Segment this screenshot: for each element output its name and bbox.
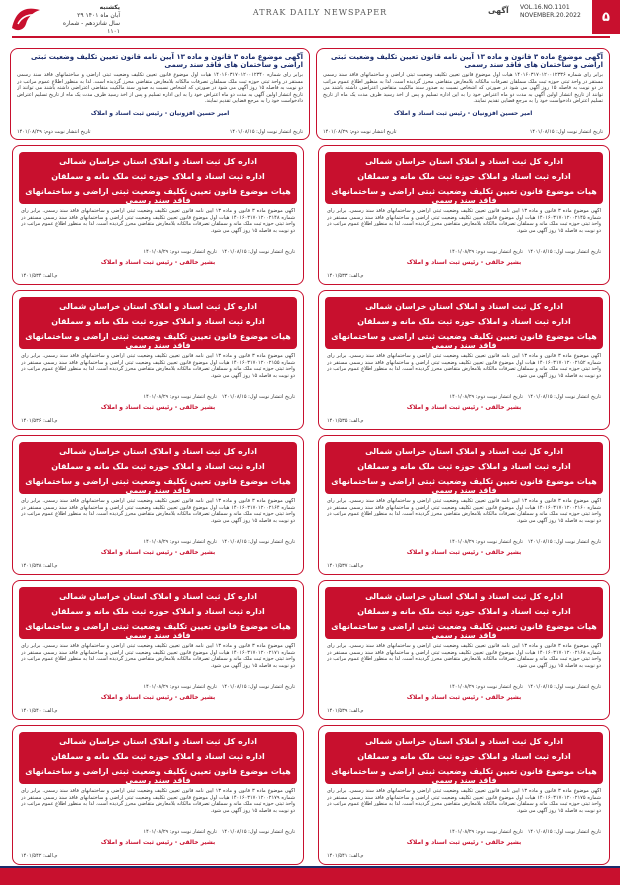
notice-header-line3: هیات موضوع قانون تعیین تکلیف وضعیت ثبتی اراضی و ساختمانهای فاقد سند رسمی [331,187,597,205]
english-date: NOVEMBER.20.2022 [520,12,581,19]
notice-header-band [325,297,603,349]
top-notice-body: برابر رأی شماره ۱۴۰۱۶۰۳۱۷۰۱۲۰۰۱۲۳۴۰ هیات اول موضوع قانون تعیین تکلیف وضعیت ثبتی اراضی و ساختمانهای فاقد سند رسمی مستقر در واحد ثبتی حوزه ثبت ملک سملقان تصرفات مالکانه بلامعارض متقاضی محرز گردیده است. لذا به منظور اطلاع عموم مراتب در دو نوبت به فاصله ۱۵ روز آگهی می شود در صورتی که اشخاص نسبت به صدور سند مالکیت متقاضی اعتراضی داشته باشند می توانند از تاریخ انتشار اولین آگهی به مدت دو ماه اعتراض خود را به این اداره تسلیم و پس از اخذ رسید ظرف مدت یک ماه از تاریخ تسلیم اعتراض دادخواست خود را به مرجع قضایی تقدیم نمایند. [17,72,303,104]
publish-date-second: تاریخ انتشار نوبت دوم: ۱۴۰۱/۰۸/۲۹ [323,129,397,135]
notice-header-line2: اداره ثبت اسناد و املاک حوزه ثبت ملک مانه و سملقان [51,317,265,326]
notice-header-line1: اداره کل ثبت اسناد و املاک استان خراسان شمالی [59,447,257,456]
publish-date-second: تاریخ انتشار نوبت دوم: ۱۴۰۱/۰۸/۲۹ [449,394,523,400]
publish-date-second: تاریخ انتشار نوبت دوم: ۱۴۰۱/۰۸/۲۹ [449,539,523,545]
publish-date-first: تاریخ انتشار نوبت اول: ۱۴۰۱/۰۸/۱۵ [221,829,295,835]
registration-notice [318,435,610,575]
notice-reference-number: م.الف: ۱۴۰۱/۵۴۰ [21,708,58,714]
publish-date-first: تاریخ انتشار نوبت اول: ۱۴۰۱/۰۸/۱۵ [527,539,601,545]
top-notice-dates [323,129,603,135]
notice-header-line3: هیات موضوع قانون تعیین تکلیف وضعیت ثبتی اراضی و ساختمانهای فاقد سند رسمی [25,187,291,205]
notice-header-line1: اداره کل ثبت اسناد و املاک استان خراسان شمالی [365,157,563,166]
persian-date: ۲۹ آبان ماه ۱۴۰۱ [77,12,120,19]
notice-header-line3: هیات موضوع قانون تعیین تکلیف وضعیت ثبتی اراضی و ساختمانهای فاقد سند رسمی [331,767,597,785]
newspaper-logo [6,2,46,36]
publish-date-second: تاریخ انتشار نوبت دوم: ۱۴۰۱/۰۸/۲۹ [143,249,217,255]
notice-header-band [325,587,603,639]
notice-signature: بشیر خالقی - رئیس ثبت اسناد و املاک [100,549,216,556]
notice-dates [327,684,601,690]
notice-reference-number: م.الف: ۱۴۰۱/۵۳۹ [327,708,364,714]
notice-header-line2: اداره ثبت اسناد و املاک حوزه ثبت ملک مانه و سملقان [357,462,571,471]
notice-header-line3: هیات موضوع قانون تعیین تکلیف وضعیت ثبتی اراضی و ساختمانهای فاقد سند رسمی [25,332,291,350]
top-notice-signature: امیر حسین افزونیان - رئیس ثبت اسناد و املاک [393,110,533,117]
publish-date-second: تاریخ انتشار نوبت دوم: ۱۴۰۱/۰۸/۲۹ [143,539,217,545]
notice-signature: بشیر خالقی - رئیس ثبت اسناد و املاک [406,839,522,846]
publish-date-second: تاریخ انتشار نوبت دوم: ۱۴۰۱/۰۸/۲۹ [449,249,523,255]
registration-notice [318,725,610,865]
notice-header-line2: اداره ثبت اسناد و املاک حوزه ثبت ملک مانه و سملقان [51,172,265,181]
notice-reference-number: م.الف: ۱۴۰۱/۵۳۷ [327,563,364,569]
notice-header-line1: اداره کل ثبت اسناد و املاک استان خراسان شمالی [59,737,257,746]
notice-dates [21,829,295,835]
notice-header-line3: هیات موضوع قانون تعیین تکلیف وضعیت ثبتی اراضی و ساختمانهای فاقد سند رسمی [331,332,597,350]
publish-date-first: تاریخ انتشار نوبت اول: ۱۴۰۱/۰۸/۱۵ [221,249,295,255]
publish-date-second: تاریخ انتشار نوبت دوم: ۱۴۰۱/۰۸/۲۹ [143,394,217,400]
notice-reference-number: م.الف: ۱۴۰۱/۵۳۴ [21,273,58,279]
notice-header-line1: اداره کل ثبت اسناد و املاک استان خراسان شمالی [365,302,563,311]
top-notice-title: آگهی موضوع ماده ۳ قانون و ماده ۱۳ آیین نامه قانون تعیین تکلیف وضعیت ثبتی اراضی و ساختمان های فاقد سند رسمی [330,53,603,69]
notice-header-line1: اداره کل ثبت اسناد و املاک استان خراسان شمالی [365,592,563,601]
publish-date-first: تاریخ انتشار نوبت اول: ۱۴۰۱/۰۸/۱۵ [221,539,295,545]
notice-dates [327,394,601,400]
publish-date-first: تاریخ انتشار نوبت اول: ۱۴۰۱/۰۸/۱۵ [229,129,303,135]
registration-notice [318,145,610,285]
publish-date-first: تاریخ انتشار نوبت اول: ۱۴۰۱/۰۸/۱۵ [529,129,603,135]
notice-header-line1: اداره کل ثبت اسناد و املاک استان خراسان شمالی [59,592,257,601]
notice-reference-number: م.الف: ۱۴۰۱/۵۳۵ [327,418,364,424]
top-notice-right [316,48,610,140]
top-notice-dates [17,129,303,135]
notice-dates [327,829,601,835]
notice-header-line2: اداره ثبت اسناد و املاک حوزه ثبت ملک مانه و سملقان [357,752,571,761]
notice-signature: بشیر خالقی - رئیس ثبت اسناد و املاک [100,259,216,266]
notice-header-band [325,732,603,784]
notice-header-line2: اداره ثبت اسناد و املاک حوزه ثبت ملک مانه و سملقان [357,607,571,616]
notice-header-band [19,587,297,639]
notice-reference-number: م.الف: ۱۴۰۱/۵۳۶ [21,418,58,424]
publish-date-second: تاریخ انتشار نوبت دوم: ۱۴۰۱/۰۸/۲۹ [449,684,523,690]
notice-header-line1: اداره کل ثبت اسناد و املاک استان خراسان شمالی [59,302,257,311]
notice-header-band [19,297,297,349]
notice-header-band [325,442,603,494]
notice-header-line1: اداره کل ثبت اسناد و املاک استان خراسان شمالی [59,157,257,166]
registration-notice [12,580,304,720]
header-rule [12,36,610,38]
notice-body: آگهی موضوع ماده ۳ قانون و ماده ۱۳ آیین نامه قانون تعیین تکلیف وضعیت ثبتی اراضی و ساختمانهای فاقد سند رسمی. برابر رأی شماره ۱۴۰۱۶۰۳۱۷۰۱۲۰۰۲۱۷۱ هیات اول موضوع قانون تعیین تکلیف وضعیت ثبتی اراضی و ساختمانهای فاقد سند رسمی مستقر در واحد ثبتی حوزه ثبت ملک مانه و سملقان تصرفات مالکانه بلامعارض متقاضی محرز گردیده است. لذا به منظور اطلاع عموم مراتب در دو نوبت به فاصله ۱۵ روز آگهی می شود. [21,643,295,669]
top-notice-signature: امیر حسین افزونیان - رئیس ثبت اسناد و املاک [90,110,230,117]
notice-signature: بشیر خالقی - رئیس ثبت اسناد و املاک [406,694,522,701]
notice-header-line2: اداره ثبت اسناد و املاک حوزه ثبت ملک مانه و سملقان [357,317,571,326]
top-notice-body: برابر رأی شماره ۱۴۰۱۶۰۳۱۷۰۱۲۰۰۱۲۳۳۶ هیات اول موضوع قانون تعیین تکلیف وضعیت ثبتی اراضی و ساختمانهای فاقد سند رسمی مستقر در واحد ثبتی حوزه ثبت ملک سملقان تصرفات مالکانه بلامعارض متقاضی محرز گردیده است. لذا به منظور اطلاع عموم مراتب در دو نوبت به فاصله ۱۵ روز آگهی می شود در صورتی که اشخاص نسبت به صدور سند مالکیت متقاضی اعتراضی داشته باشند می توانند از تاریخ انتشار اولین آگهی به مدت دو ماه اعتراض خود را به این اداره تسلیم و پس از اخذ رسید ظرف مدت یک ماه از تاریخ تسلیم اعتراض دادخواست خود را به مرجع قضایی تقدیم نمایند. [323,72,603,104]
publish-date-first: تاریخ انتشار نوبت اول: ۱۴۰۱/۰۸/۱۵ [221,394,295,400]
notice-body: آگهی موضوع ماده ۳ قانون و ماده ۱۳ آیین نامه قانون تعیین تکلیف وضعیت ثبتی اراضی و ساختمانهای فاقد سند رسمی. برابر رأی شماره ۱۴۰۱۶۰۳۱۷۰۱۲۰۰۲۱۵۲ هیات اول موضوع قانون تعیین تکلیف وضعیت ثبتی اراضی و ساختمانهای فاقد سند رسمی مستقر در واحد ثبتی حوزه ثبت ملک مانه و سملقان تصرفات مالکانه بلامعارض متقاضی محرز گردیده است. لذا به منظور اطلاع عموم مراتب در دو نوبت به فاصله ۱۵ روز آگهی می شود. [327,353,601,379]
notice-header-line2: اداره ثبت اسناد و املاک حوزه ثبت ملک مانه و سملقان [51,752,265,761]
notice-reference-number: م.الف: ۱۴۰۱/۵۴۲ [21,853,58,859]
notice-body: آگهی موضوع ماده ۳ قانون و ماده ۱۳ آیین نامه قانون تعیین تکلیف وضعیت ثبتی اراضی و ساختمانهای فاقد سند رسمی. برابر رأی شماره ۱۴۰۱۶۰۳۱۷۰۱۲۰۰۲۱۴۸ هیات اول موضوع قانون تعیین تکلیف وضعیت ثبتی اراضی و ساختمانهای فاقد سند رسمی مستقر در واحد ثبتی حوزه ثبت ملک مانه و سملقان تصرفات مالکانه بلامعارض متقاضی محرز گردیده است. لذا به منظور اطلاع عموم مراتب در دو نوبت به فاصله ۱۵ روز آگهی می شود. [21,208,295,234]
notice-body: آگهی موضوع ماده ۳ قانون و ماده ۱۳ آیین نامه قانون تعیین تکلیف وضعیت ثبتی اراضی و ساختمانهای فاقد سند رسمی. برابر رأی شماره ۱۴۰۱۶۰۳۱۷۰۱۲۰۰۲۱۵۵ هیات اول موضوع قانون تعیین تکلیف وضعیت ثبتی اراضی و ساختمانهای فاقد سند رسمی مستقر در واحد ثبتی حوزه ثبت ملک مانه و سملقان تصرفات مالکانه بلامعارض متقاضی محرز گردیده است. لذا به منظور اطلاع عموم مراتب در دو نوبت به فاصله ۱۵ روز آگهی می شود. [21,353,295,379]
notice-header-line2: اداره ثبت اسناد و املاک حوزه ثبت ملک مانه و سملقان [51,607,265,616]
notice-signature: بشیر خالقی - رئیس ثبت اسناد و املاک [406,404,522,411]
top-notice-left [10,48,310,140]
notice-body: آگهی موضوع ماده ۳ قانون و ماده ۱۳ آیین نامه قانون تعیین تکلیف وضعیت ثبتی اراضی و ساختمانهای فاقد سند رسمی. برابر رأی شماره ۱۴۰۱۶۰۳۱۷۰۱۲۰۰۲۱۶۸ هیات اول موضوع قانون تعیین تکلیف وضعیت ثبتی اراضی و ساختمانهای فاقد سند رسمی مستقر در واحد ثبتی حوزه ثبت ملک مانه و سملقان تصرفات مالکانه بلامعارض متقاضی محرز گردیده است. لذا به منظور اطلاع عموم مراتب در دو نوبت به فاصله ۱۵ روز آگهی می شود. [327,643,601,669]
notice-header-band [19,732,297,784]
notice-reference-number: م.الف: ۱۴۰۱/۵۳۳ [327,273,364,279]
notice-body: آگهی موضوع ماده ۳ قانون و ماده ۱۳ آیین نامه قانون تعیین تکلیف وضعیت ثبتی اراضی و ساختمانهای فاقد سند رسمی. برابر رأی شماره ۱۴۰۱۶۰۳۱۷۰۱۲۰۰۲۱۶۴ هیات اول موضوع قانون تعیین تکلیف وضعیت ثبتی اراضی و ساختمانهای فاقد سند رسمی مستقر در واحد ثبتی حوزه ثبت ملک مانه و سملقان تصرفات مالکانه بلامعارض متقاضی محرز گردیده است. لذا به منظور اطلاع عموم مراتب در دو نوبت به فاصله ۱۵ روز آگهی می شود. [21,498,295,524]
weekday: یکشنبه [99,4,120,11]
notice-header-band [19,152,297,204]
notice-header-line3: هیات موضوع قانون تعیین تکلیف وضعیت ثبتی اراضی و ساختمانهای فاقد سند رسمی [331,477,597,495]
notice-header-line3: هیات موضوع قانون تعیین تکلیف وضعیت ثبتی اراضی و ساختمانهای فاقد سند رسمی [25,622,291,640]
notice-header-line1: اداره کل ثبت اسناد و املاک استان خراسان شمالی [365,737,563,746]
publish-date-first: تاریخ انتشار نوبت اول: ۱۴۰۱/۰۸/۱۵ [527,684,601,690]
persian-date-block [50,4,120,36]
masthead [0,0,620,46]
notice-signature: بشیر خالقی - رئیس ثبت اسناد و املاک [406,259,522,266]
footer-band [0,868,620,885]
section-name: آگهی [488,6,509,15]
notice-header-line2: اداره ثبت اسناد و املاک حوزه ثبت ملک مانه و سملقان [51,462,265,471]
notice-signature: بشیر خالقی - رئیس ثبت اسناد و املاک [406,549,522,556]
notice-header-line3: هیات موضوع قانون تعیین تکلیف وضعیت ثبتی اراضی و ساختمانهای فاقد سند رسمی [331,622,597,640]
notice-header-line3: هیات موضوع قانون تعیین تکلیف وضعیت ثبتی اراضی و ساختمانهای فاقد سند رسمی [25,767,291,785]
notice-dates [21,249,295,255]
publish-date-second: تاریخ انتشار نوبت دوم: ۱۴۰۱/۰۸/۲۹ [143,684,217,690]
notice-dates [21,394,295,400]
notice-body: آگهی موضوع ماده ۳ قانون و ماده ۱۳ آیین نامه قانون تعیین تکلیف وضعیت ثبتی اراضی و ساختمانهای فاقد سند رسمی. برابر رأی شماره ۱۴۰۱۶۰۳۱۷۰۱۲۰۰۲۱۷۹ هیات اول موضوع قانون تعیین تکلیف وضعیت ثبتی اراضی و ساختمانهای فاقد سند رسمی مستقر در واحد ثبتی حوزه ثبت ملک مانه و سملقان تصرفات مالکانه بلامعارض متقاضی محرز گردیده است. لذا به منظور اطلاع عموم مراتب در دو نوبت به فاصله ۱۵ روز آگهی می شود. [21,788,295,814]
publish-date-first: تاریخ انتشار نوبت اول: ۱۴۰۱/۰۸/۱۵ [221,684,295,690]
brand-name: ATRAK DAILY NEWSPAPER [252,8,388,17]
notice-header-line1: اداره کل ثبت اسناد و املاک استان خراسان شمالی [365,447,563,456]
volume-info [520,4,590,20]
publish-date-second: تاریخ انتشار نوبت دوم: ۱۴۰۱/۰۸/۲۹ [449,829,523,835]
notice-signature: بشیر خالقی - رئیس ثبت اسناد و املاک [100,839,216,846]
notice-header-band [325,152,603,204]
registration-notice [12,145,304,285]
publish-date-first: تاریخ انتشار نوبت اول: ۱۴۰۱/۰۸/۱۵ [527,829,601,835]
top-notice-title: آگهی موضوع ماده ۳ قانون و ماده ۱۳ آیین نامه قانون تعیین تکلیف وضعیت ثبتی اراضی و ساختمان های فاقد سند رسمی [30,53,303,69]
publish-date-first: تاریخ انتشار نوبت اول: ۱۴۰۱/۰۸/۱۵ [527,394,601,400]
registration-notice [12,290,304,430]
page-number-badge: ۵ [592,0,620,34]
notice-reference-number: م.الف: ۱۴۰۱/۵۳۸ [21,563,58,569]
issue-line: سال شانزدهم - شماره ۱۱۰۱ [62,20,120,35]
notice-body: آگهی موضوع ماده ۳ قانون و ماده ۱۳ آیین نامه قانون تعیین تکلیف وضعیت ثبتی اراضی و ساختمانهای فاقد سند رسمی. برابر رأی شماره ۱۴۰۱۶۰۳۱۷۰۱۲۰۰۲۱۷۵ هیات اول موضوع قانون تعیین تکلیف وضعیت ثبتی اراضی و ساختمانهای فاقد سند رسمی مستقر در واحد ثبتی حوزه ثبت ملک مانه و سملقان تصرفات مالکانه بلامعارض متقاضی محرز گردیده است. لذا به منظور اطلاع عموم مراتب در دو نوبت به فاصله ۱۵ روز آگهی می شود. [327,788,601,814]
notice-dates [327,249,601,255]
publish-date-second: تاریخ انتشار نوبت دوم: ۱۴۰۱/۰۸/۲۹ [17,129,91,135]
notice-body: آگهی موضوع ماده ۳ قانون و ماده ۱۳ آیین نامه قانون تعیین تکلیف وضعیت ثبتی اراضی و ساختمانهای فاقد سند رسمی. برابر رأی شماره ۱۴۰۱۶۰۳۱۷۰۱۲۰۰۲۱۶۰ هیات اول موضوع قانون تعیین تکلیف وضعیت ثبتی اراضی و ساختمانهای فاقد سند رسمی مستقر در واحد ثبتی حوزه ثبت ملک مانه و سملقان تصرفات مالکانه بلامعارض متقاضی محرز گردیده است. لذا به منظور اطلاع عموم مراتب در دو نوبت به فاصله ۱۵ روز آگهی می شود. [327,498,601,524]
notice-header-line3: هیات موضوع قانون تعیین تکلیف وضعیت ثبتی اراضی و ساختمانهای فاقد سند رسمی [25,477,291,495]
registration-notice [318,290,610,430]
notice-header-line2: اداره ثبت اسناد و املاک حوزه ثبت ملک مانه و سملقان [357,172,571,181]
registration-notice [12,435,304,575]
notice-signature: بشیر خالقی - رئیس ثبت اسناد و املاک [100,694,216,701]
registration-notice [12,725,304,865]
notice-dates [21,539,295,545]
notice-signature: بشیر خالقی - رئیس ثبت اسناد و املاک [100,404,216,411]
volume-number: VOL.16.NO.1101 [520,4,570,11]
notice-header-band [19,442,297,494]
notice-dates [327,539,601,545]
notice-body: آگهی موضوع ماده ۳ قانون و ماده ۱۳ آیین نامه قانون تعیین تکلیف وضعیت ثبتی اراضی و ساختمانهای فاقد سند رسمی. برابر رأی شماره ۱۴۰۱۶۰۳۱۷۰۱۲۰۰۲۱۴۵ هیات اول موضوع قانون تعیین تکلیف وضعیت ثبتی اراضی و ساختمانهای فاقد سند رسمی مستقر در واحد ثبتی حوزه ثبت ملک مانه و سملقان تصرفات مالکانه بلامعارض متقاضی محرز گردیده است. لذا به منظور اطلاع عموم مراتب در دو نوبت به فاصله ۱۵ روز آگهی می شود. [327,208,601,234]
notice-dates [21,684,295,690]
publish-date-second: تاریخ انتشار نوبت دوم: ۱۴۰۱/۰۸/۲۹ [143,829,217,835]
publish-date-first: تاریخ انتشار نوبت اول: ۱۴۰۱/۰۸/۱۵ [527,249,601,255]
registration-notice [318,580,610,720]
notice-reference-number: م.الف: ۱۴۰۱/۵۴۱ [327,853,364,859]
